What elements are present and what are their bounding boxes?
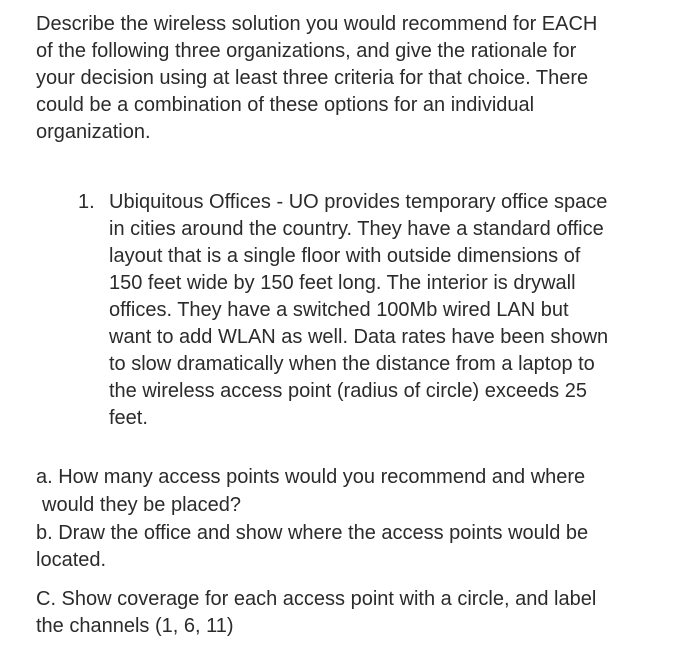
intro-line: could be a combination of these options for an individual <box>36 94 535 116</box>
intro-line: of the following three organizations, and give the rationale for <box>36 40 577 62</box>
list-item-line: want to add WLAN as well. Data rates have been shown <box>109 326 609 348</box>
question-c-line: the channels (1, 6, 11) <box>36 615 234 637</box>
list-item-line: 150 feet wide by 150 feet long. The interior is drywall <box>109 272 576 294</box>
intro-line: Describe the wireless solution you would recommend for EACH <box>36 13 598 35</box>
question-c-line: C. Show coverage for each access point with a circle, and label <box>36 588 597 610</box>
list-item-line: offices. They have a switched 100Mb wired LAN but <box>109 299 569 321</box>
list-item-number: 1. <box>78 191 95 213</box>
list-item-line: to slow dramatically when the distance from a laptop to <box>109 353 595 375</box>
question-a-line: a. How many access points would you recommend and where <box>36 466 586 488</box>
intro-line: organization. <box>36 121 151 143</box>
list-item-line: the wireless access point (radius of circle) exceeds 25 <box>109 380 587 402</box>
list-item-line: Ubiquitous Offices - UO provides temporary office space <box>109 191 608 213</box>
list-item-line: feet. <box>109 407 148 429</box>
question-b-line: located. <box>36 549 107 571</box>
list-item-line: layout that is a single floor with outside dimensions of <box>109 245 581 267</box>
list-item-line: in cities around the country. They have a standard office <box>109 218 604 240</box>
question-b-line: b. Draw the office and show where the access points would be <box>36 522 589 544</box>
question-a-line: would they be placed? <box>42 494 242 516</box>
intro-line: your decision using at least three criteria for that choice. There <box>36 67 589 89</box>
